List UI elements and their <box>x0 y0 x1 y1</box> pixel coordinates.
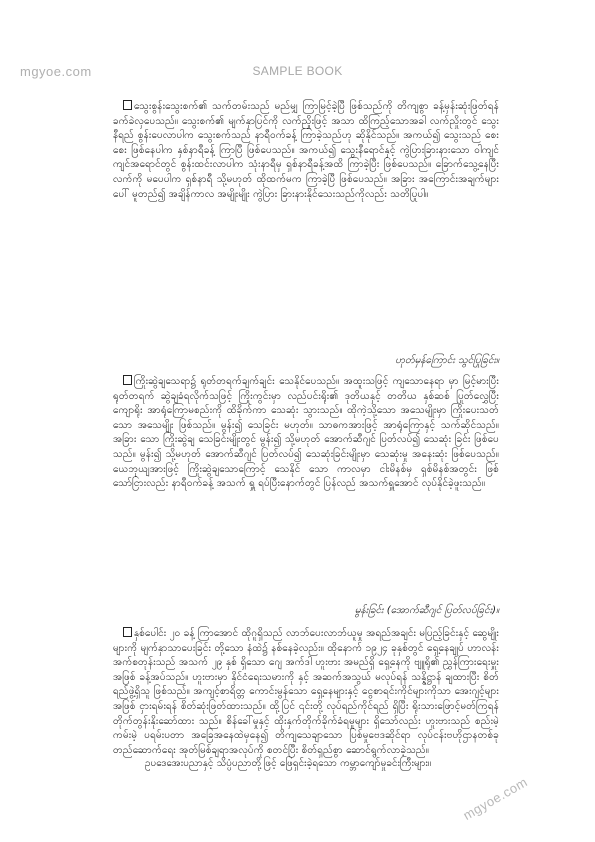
site-header: mgyoe.com <box>20 64 92 79</box>
paragraph-2-text: ကြိုးဆွဲချသေရာ၌ ရုတ်တရက်ချက်ချင်း သေနိုင်ပေသည်။ အထူးသဖြင့် ကျသောနေရာ မှာ မြင့်မားပြီး ရုတ်တရက် ဆွဲချခံရလိုက်သဖြင့် ကြိုးကွင်းမှာ လည်ပင်းရိုး၏ ဒုတိယနှင့် တတိယ နှစ်ဆစ် ပြုတ်လွှေပြီး ကျောရိုး အာရုံကြောမစည်းကို ထိခိုက်ကာ သေဆုံး သွားသည်။ ထိုကဲ့သို့သော အသေမျိုးမှာ ကြိုးပေးသတ်သော အသေမျိုး ဖြစ်သည်။ မွန်း၍ သေခြင်း မဟုတ်။ သာဓကအားဖြင့် အာရုံကြောနှင့် သက်ဆိုင်သည်။ အခြား သော ကြိုးဆွဲချ သေခြင်းမျိုးတွင် မွန်း၍ သို့မဟုတ် အောက်ဆီဂျင် ပြတ်လပ်၍ သေဆုံး ခြင်း ဖြစ်ပေသည်။ မွန်း၍ သို့မဟုတ် အောက်ဆီဂျင် ပြတ်လပ်၍ သေဆုံးခြင်းမျိုးမှာ သေဆုံးမှု အနေးဆုံး ဖြစ်ပေသည်။ ယေဘုယျအားဖြင့် ကြိုးဆွဲချသောကြောင့် သေနိုင် သော ကာလမှာ ငါးမိနစ်မှ ရှစ်မိနစ်အတွင်း ဖြစ်သော်ငြားလည်း နာရီဝက်ခန့် အသက် ရှူ ရပ်ပြီးနောက်တွင် ပြန်လည် အသက်ရှူအောင် လုပ်နိုင်ခဲ့ဖူးသည်။ <box>113 376 499 490</box>
sample-book-label: SAMPLE BOOK <box>252 64 343 78</box>
citation-2: မွန်းခြင်း (အောက်ဆီဂျင် ပြတ်လပ်ခြင်း)။ <box>354 605 499 616</box>
square-bullet-icon <box>123 375 132 385</box>
square-bullet-icon <box>123 627 132 637</box>
paragraph-3-text: နှစ်ပေါင်း ၂၀ ခန့် ကြာအောင် ထိုဂူရှိသည် လာဘ်ပေးလာဘ်ယူမှု အရည်အချင်း မပြည့်ခြင်းနှင့် ဆွေမျိုးများကို မျက်နှာသာပေးခြင်း တို့သော နံထဲ၌ နစ်နေခဲ့လည်း။ ထိုနောက် ၁၉၂၄ ခုနှစ်တွင် ရှေ့နေချုပ် ဟာလန်း အက်စတုန်းသည် အသက် ၂၉ နှစ် ရှိသော ဂျေ အက်ဒါ ဟူးဗား အမည်ရှိ ရှေ့နေကို ဗျူရို၏ ညွှန်ကြားရေးမှူးအဖြစ် ခန့်အပ်သည်။ ဟူးဗားမှာ နိုင်ငံရေးသမားကို နှင့် အဆက်အသွယ် မလုပ်ရန် သန္နိဋ္ဌာန် ချထားပြီး စိတ်ရည်ဖွဲ့ရှိသူ ဖြစ်သည်။ အကျင့်စာရိတ္တ ကောင်းမွန်သော ရှေ့နေများနှင့် ငွေစာရင်းကိုင်များကိုသာ အေးဂျင့်များအဖြစ် ငှားရမ်းရန် စိတ်ဆုံးဖြတ်ထားသည်။ ထို့ပြင် ၎င်းတို့ လုပ်ရည်ကိုင်ရည် ရှိပြီး ရိုးသားဖြောင့်မတ်ကြရန် တိုက်တွန်းနိုးဆော်ထား သည်။ စိန်ခေါ်မှုနှင့် ထိုးနှက်တိုက်ခိုက်ခံရမှုများ ရှိသော်လည်း ဟူးဗားသည် စည်းမဲ့ ကမ်းမဲ့ ပရမ်းပတာ အခြေအနေထဲမှနေ၍ တိကျသေချာသော ပြစ်မှုဗေဒဆိုင်ရာ လုပ်ငန်းဗဟိုဌာနတစ်ခု တည်ဆောက်ရေး အုတ်မြစ်ချရာအလုပ်ကို စတင်ပြီး စိတ်ရှည်စွာ ဆောင်ရွက်လာခဲ့သည်။ <box>113 628 499 756</box>
citation-3: ဥပဒေအေးပညာနှင့် သိပ္ပံပညာတို့ဖြင့် ဖြေရှင်းခဲ့ရသော ကမ္ဘာကျော်မှုခင်းကြီးများ။ <box>145 758 432 769</box>
watermark: mgyoe.com <box>460 774 531 823</box>
paragraph-3 <box>113 627 499 758</box>
paragraph-1 <box>113 100 499 202</box>
square-bullet-icon <box>123 100 132 110</box>
paragraph-2 <box>113 375 499 492</box>
citation-1: ဟုတ်မှန်ကြောင်း သွင်ပြုခြင်း။ <box>395 355 499 366</box>
paragraph-1-text: သွေးစွန်းသွေးစက်၏ သက်တမ်းသည် မည်မျှ ကြာမြင့်ခဲ့ပြီ ဖြစ်သည်ကို တိကျစွာ ခန့်မှန်းဆုံးဖြတ်ရန် ခက်ခဲလှပေသည်။ သွေးစက်၏ မျက်နှာပြင်ကို လက်ညှိုးဖြင့် အသာ ထိကြည့်သောအခါ လက်ညှိုးတွင် သွေးနီရည် စွန်းပေလာပါက သွေးစက်သည် နာရီဝက်ခန့် ကြာခဲ့သည်ဟု ဆိုနိုင်သည်။ အကယ်၍ သွေးသည် စေးစေး ဖြစ်နေပါက နှစ်နာရီခန့် ကြာပြီ ဖြစ်ပေသည်။ အကယ်၍ သွေးနီရောင်နှင့် ကွဲပြားခြားနားသော ဝါကျင်ကျင်အရောင်တွင် စွန်းထင်းလာပါက သုံးနာရီမှ ရှစ်နာရီခန့်အထိ ကြာခဲ့ပြီး ဖြစ်ပေသည်။ ခြောက်သွေ့နေပြီး လက်ကို မပေပါက ရှစ်နာရီ သို့မဟုတ် ထိုထက်မက ကြာခဲ့ပြီ ဖြစ်ပေသည်။ အခြား အကြောင်းအချက်များပေါ် မူတည်၍ အချိန်ကာလ အမျိုးမျိုး ကွဲပြား ခြားနားနိုင်သေးသည်ကိုလည်း သတိပြုပါ။ <box>113 101 499 200</box>
